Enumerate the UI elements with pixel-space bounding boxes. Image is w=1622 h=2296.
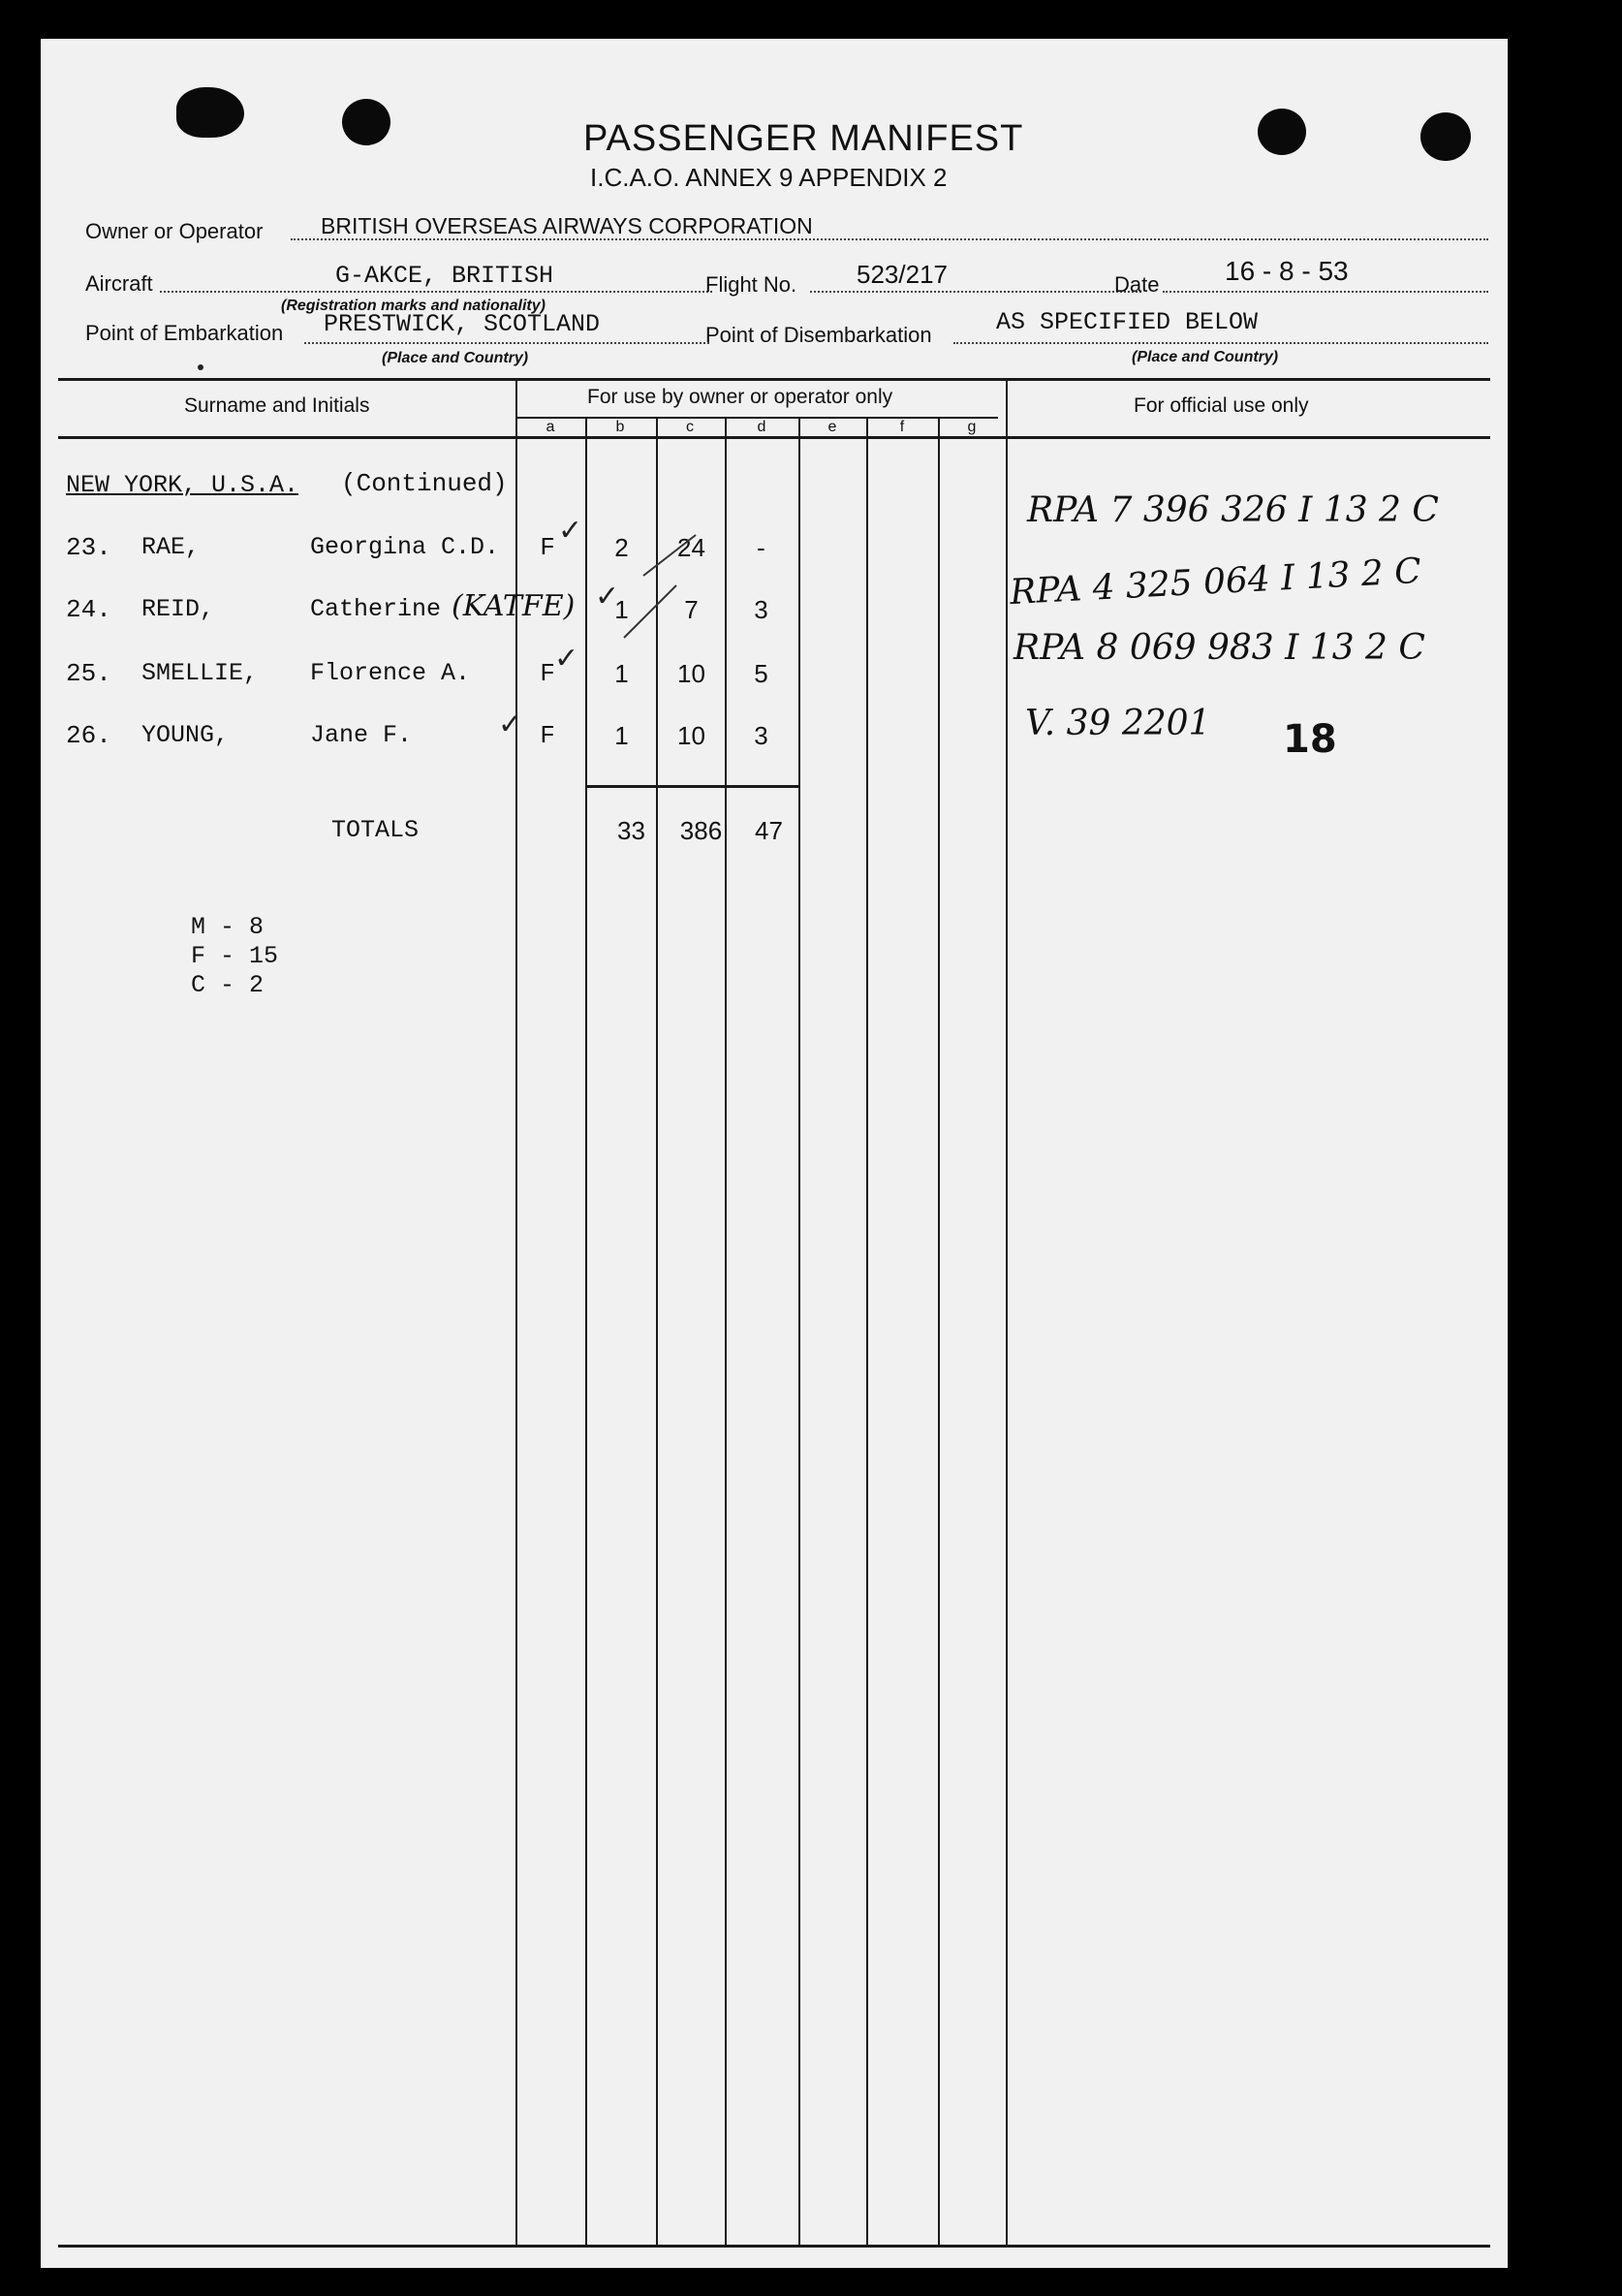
cell-d: 5 [754,659,768,688]
aircraft-value: G-AKCE, BRITISH [335,262,554,290]
section-note: (Continued) [341,469,508,498]
column-divider-official [1006,380,1008,2245]
row-number: 25. [66,659,111,688]
surname-header: Surname and Initials [184,394,370,417]
cell-c: 7 [684,595,699,624]
handwritten-name-note: (KATFE) [452,589,576,623]
passenger-surname: YOUNG, [141,721,230,749]
total-c: 386 [679,816,723,845]
column-letter-a: a [546,419,555,435]
punch-hole-mark [176,87,244,138]
owner-label: Owner or Operator [85,219,264,243]
column-letter-b: b [615,419,625,435]
table-header-rule [58,436,1490,439]
embarkation-value: PRESTWICK, SCOTLAND [324,310,601,338]
passenger-surname: REID, [141,595,215,623]
cell-b: 2 [614,533,629,562]
official-handwritten-note: RPA 7 396 326 I 13 2 C [1027,490,1439,530]
column-letter-g: g [967,419,977,435]
summary-female: F - 15 [191,942,279,970]
row-number: 23. [66,533,111,562]
check-mark: ✓ [595,581,620,613]
cell-b: 1 [614,659,629,688]
disembarkation-note: (Place and Country) [1132,349,1279,365]
owner-value: BRITISH OVERSEAS AIRWAYS CORPORATION [321,213,813,238]
punch-hole [342,99,390,145]
official-handwritten-note: RPA 8 069 983 I 13 2 C [1014,628,1425,668]
column-divider-e [798,419,800,2245]
summary-children: C - 2 [191,971,265,999]
aircraft-label: Aircraft [85,271,153,296]
check-mark: ✓ [498,708,523,740]
flight-dotted-line [810,291,1141,293]
column-letter-c: c [686,419,694,435]
aircraft-note: (Registration marks and nationality) [281,298,546,314]
cell-c: 10 [677,721,705,750]
embarkation-label: Point of Embarkation [85,321,284,345]
summary-male: M - 8 [191,913,265,941]
column-divider-b [585,419,587,2245]
cell-c: 10 [677,659,705,688]
column-divider-g [938,419,940,2245]
column-letter-d: d [757,419,766,435]
disembarkation-dotted-line [953,342,1488,344]
cell-c: 24 [677,533,705,562]
column-divider-a [515,380,517,2245]
column-divider-c [656,419,658,2245]
column-letter-e: e [827,419,837,435]
section-heading: NEW YORK, U.S.A. [66,471,299,499]
manifest-page [41,39,1508,2268]
date-dotted-line [1163,291,1488,293]
passenger-surname: RAE, [141,533,201,561]
stray-dot [198,364,203,370]
page-number: 18 [1283,717,1337,762]
official-header: For official use only [1134,394,1309,417]
passenger-surname: SMELLIE, [141,659,259,687]
cell-a: F [540,533,555,562]
cell-d: 3 [754,721,768,750]
disembarkation-value: AS SPECIFIED BELOW [996,308,1259,336]
cell-b: 1 [614,721,629,750]
cell-a: F [540,659,555,688]
passenger-given-name: Georgina C.D. [310,533,500,561]
pen-stroke-mark [622,583,680,642]
punch-hole [1420,112,1471,161]
cell-d: 3 [754,595,768,624]
row-number: 26. [66,721,111,750]
passenger-given-name: Florence A. [310,659,471,687]
pen-stroke-mark [641,533,700,582]
column-letter-f: f [899,419,905,435]
cell-d: - [757,533,765,562]
official-handwritten-note: V. 39 2201 [1025,704,1211,743]
total-b: 33 [617,816,645,845]
punch-hole [1258,109,1306,155]
passenger-given-name: Catherine [310,595,442,623]
cell-b: 1 [614,595,629,624]
manifest-title: PASSENGER MANIFEST [583,118,1024,159]
total-d: 47 [755,816,783,845]
passenger-given-name: Jane F. [310,721,413,749]
date-value: 16 - 8 - 53 [1225,256,1349,286]
cell-a: F [540,721,555,750]
column-divider-d [725,419,727,2245]
date-label: Date [1114,272,1160,297]
embarkation-note: (Place and Country) [382,350,529,366]
check-mark: ✓ [554,643,579,675]
manifest-subtitle: I.C.A.O. ANNEX 9 APPENDIX 2 [590,163,948,192]
column-divider-f [866,419,868,2245]
check-mark: ✓ [558,515,583,547]
official-handwritten-note: RPA 4 325 064 I 13 2 C [1009,550,1422,613]
flight-label: Flight No. [705,272,797,297]
table-top-rule [58,378,1490,381]
totals-rule [585,785,798,788]
disembarkation-label: Point of Disembarkation [705,323,932,347]
table-bottom-rule [58,2245,1490,2248]
totals-label: TOTALS [331,816,420,844]
embarkation-dotted-line [304,342,709,344]
aircraft-dotted-line [160,291,712,293]
row-number: 24. [66,595,111,624]
owner-use-header: For use by owner or operator only [587,386,893,408]
flight-value: 523/217 [857,260,948,289]
